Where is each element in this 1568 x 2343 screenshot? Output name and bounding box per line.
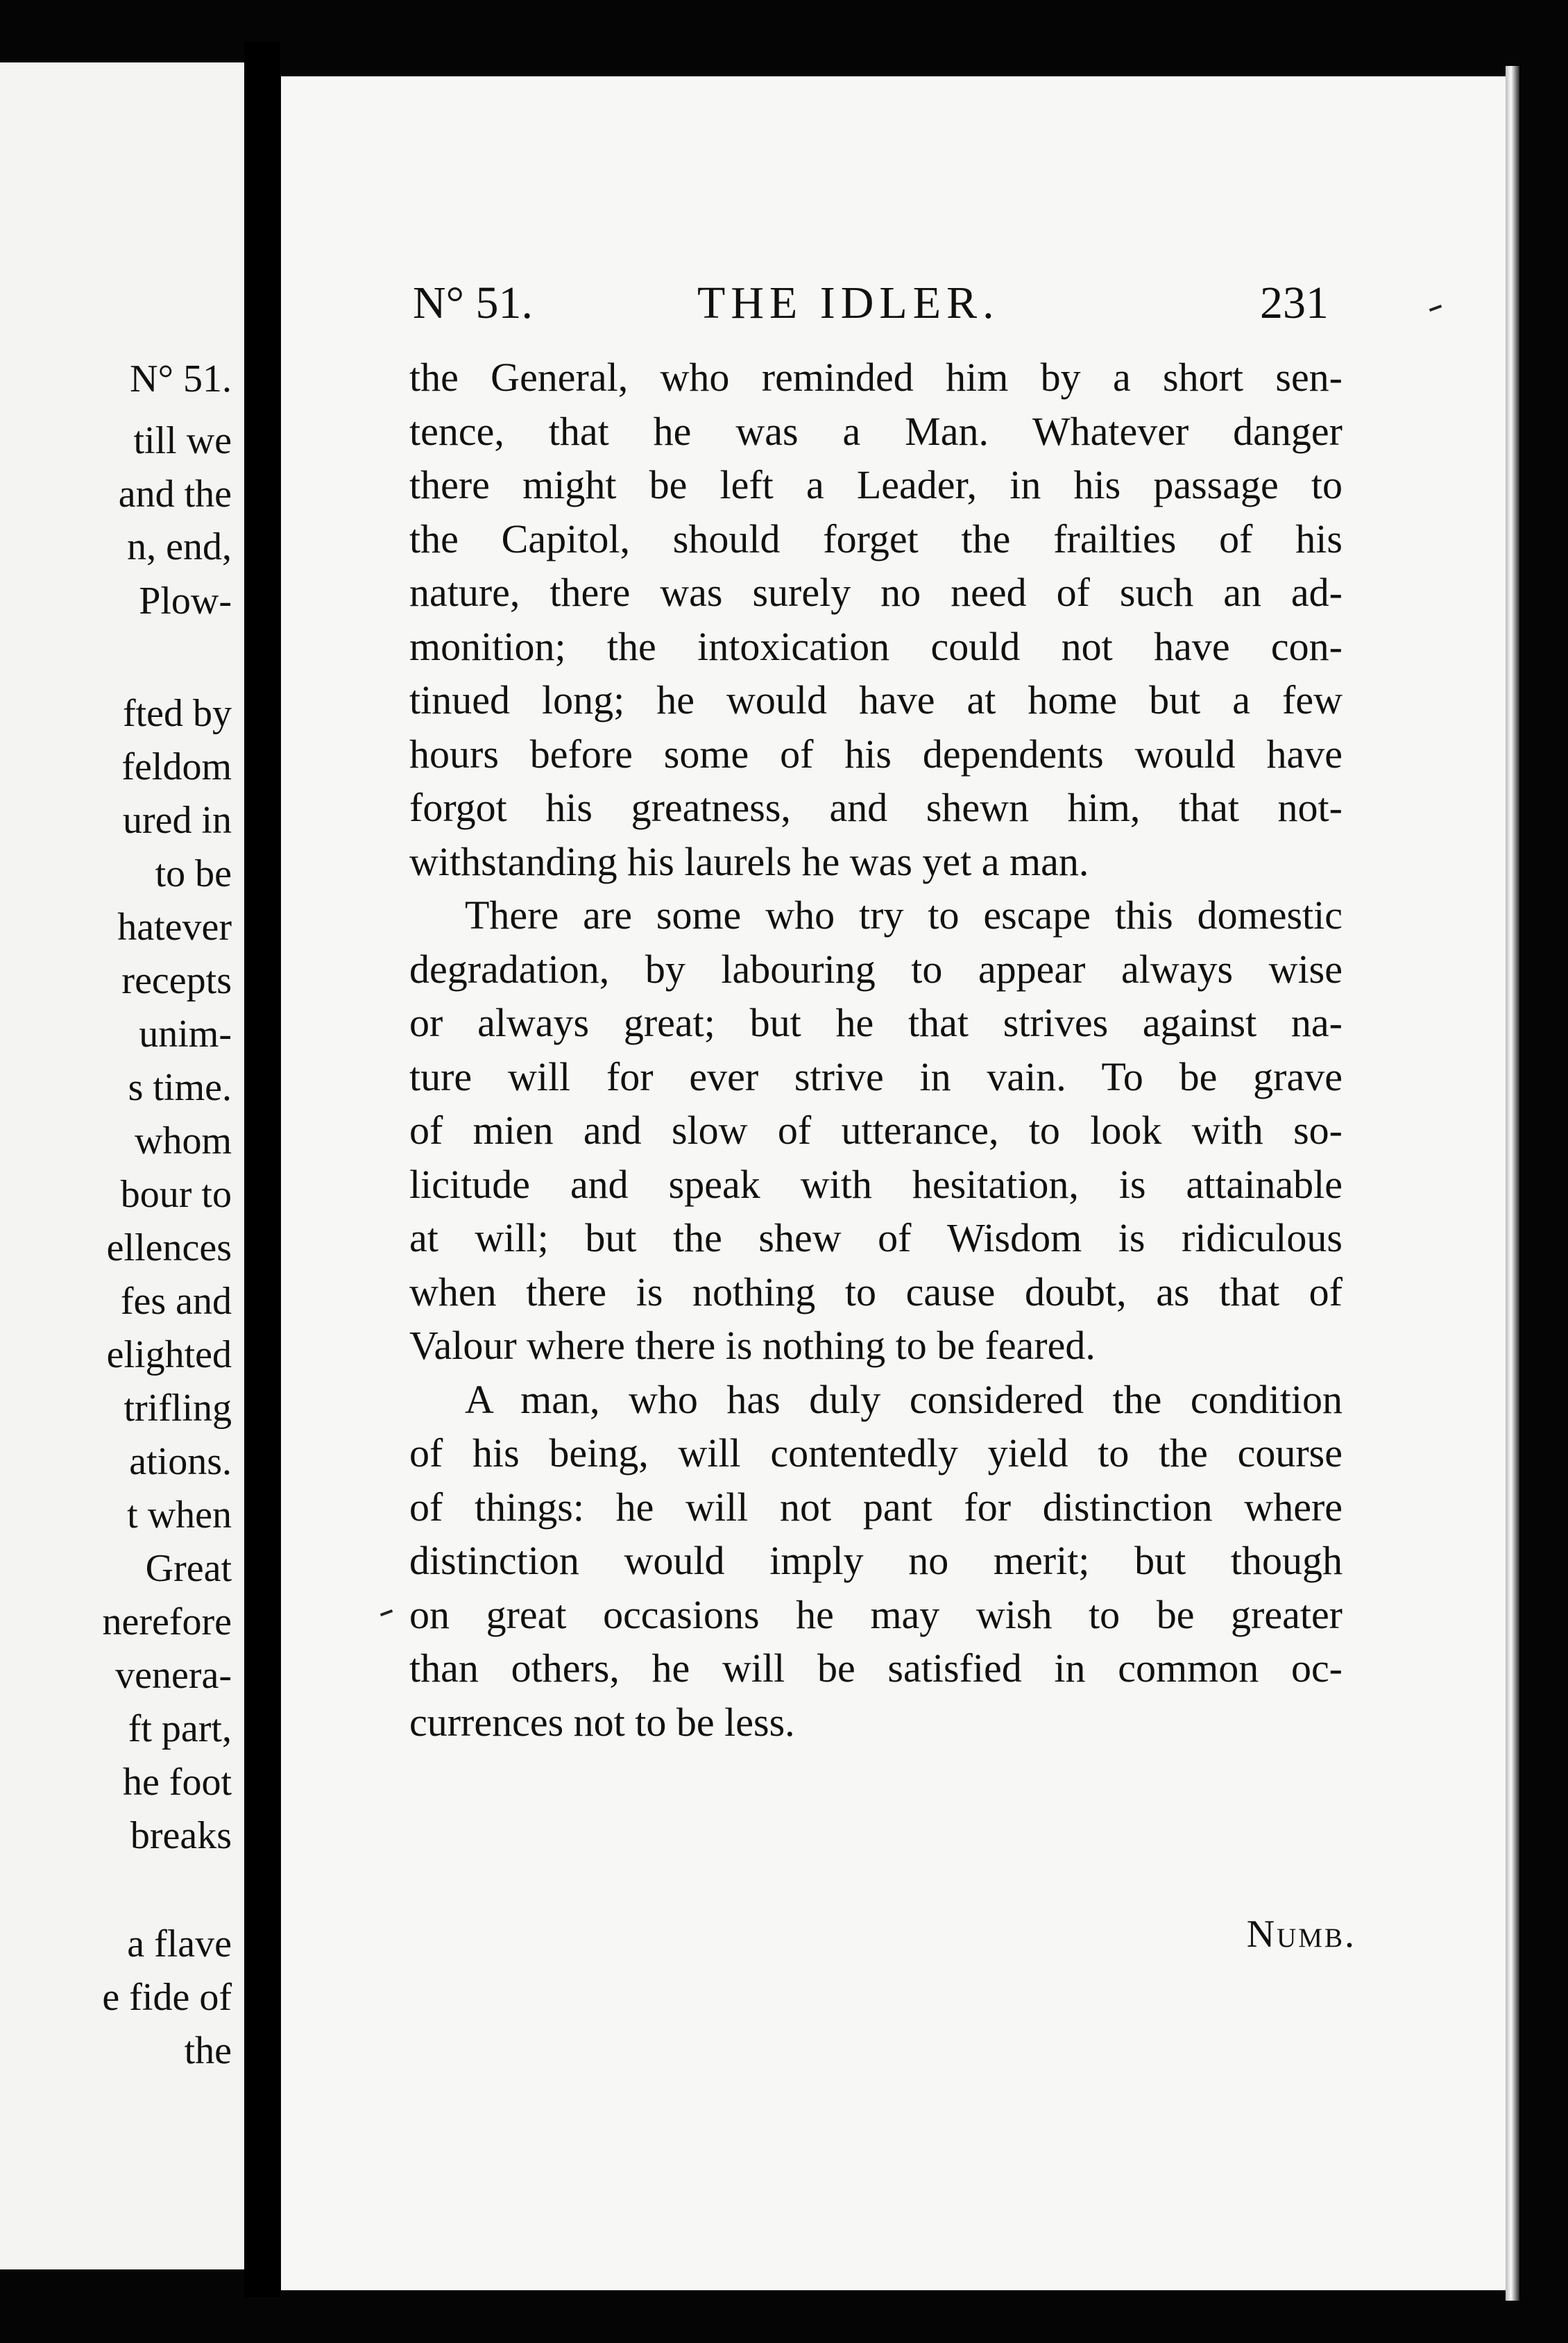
- paragraph-first-line: A man, who has duly considered the condition: [465, 1376, 1343, 1422]
- body-text: [409, 350, 1343, 1749]
- left-page-line: feldom: [121, 745, 232, 788]
- text-line: hours before some of his dependents would have: [409, 731, 1343, 777]
- text-line: the General, who reminded him by a short sen-: [409, 355, 1343, 400]
- left-page-line: ellences: [106, 1226, 232, 1269]
- left-page-line: Great: [145, 1547, 232, 1590]
- left-page-line: whom: [135, 1119, 232, 1162]
- left-page-line: N° 51.: [130, 357, 232, 400]
- catchword: Numb.: [1246, 1913, 1356, 1956]
- text-line: tence, that he was a Man. Whatever danger: [409, 408, 1343, 454]
- left-page-line: elighted: [106, 1333, 232, 1376]
- text-line: of his being, will contentedly yield to the course: [409, 1430, 1343, 1475]
- text-line: there might be left a Leader, in his passage to: [409, 462, 1343, 507]
- text-line: Valour where there is nothing to be feared.: [409, 1323, 1096, 1368]
- left-page-line: t when: [127, 1494, 232, 1537]
- left-page-line: a flave: [127, 1922, 232, 1965]
- book-gutter: [244, 42, 280, 2297]
- text-line: ture will for ever strive in vain. To be grave: [409, 1054, 1343, 1099]
- left-page-line: the: [184, 2029, 232, 2072]
- text-line: on great occasions he may wish to be greater: [409, 1591, 1343, 1637]
- left-page-line: unim-: [139, 1013, 232, 1056]
- left-page-line: hatever: [117, 906, 232, 949]
- left-page-line: nerefore: [102, 1600, 232, 1643]
- left-page-line: bour to: [120, 1173, 232, 1216]
- text-line: than others, he will be satisfied in common oc-: [409, 1646, 1343, 1691]
- text-line: distinction would imply no merit; but though: [409, 1538, 1343, 1583]
- left-page-line: ft part,: [128, 1707, 232, 1750]
- text-line: monition; the intoxication could not have con-: [409, 623, 1343, 669]
- text-line: nature, there was surely no need of such an ad-: [409, 570, 1343, 615]
- left-page-line: fes and: [120, 1280, 232, 1323]
- text-line: of mien and slow of utterance, to look with so-: [409, 1108, 1343, 1153]
- left-page-line: recepts: [121, 959, 232, 1002]
- essay-number: N° 51.: [413, 278, 534, 328]
- page-number: 231: [1260, 278, 1329, 328]
- text-line: degradation, by labouring to appear always wise: [409, 946, 1343, 992]
- left-page-line: ations.: [129, 1440, 232, 1483]
- left-page-line: breaks: [130, 1814, 232, 1857]
- left-page-line: fted by: [122, 692, 232, 735]
- left-page-line: till we: [133, 419, 232, 462]
- left-page-line: venera-: [115, 1654, 232, 1697]
- text-line: at will; but the shew of Wisdom is ridiculous: [409, 1215, 1343, 1260]
- text-line: forgot his greatness, and shewn him, that not-: [409, 785, 1343, 830]
- text-line: withstanding his laurels he was yet a man.: [409, 838, 1089, 884]
- left-page-line: he foot: [122, 1761, 232, 1804]
- left-page-line: Plow-: [139, 580, 232, 623]
- left-page-line: s time.: [128, 1066, 232, 1109]
- text-line: licitude and speak with hesitation, is attainable: [409, 1161, 1343, 1207]
- left-page-line: to be: [155, 852, 232, 895]
- paragraph-first-line: There are some who try to escape this domestic: [465, 893, 1343, 938]
- page-edge: [1506, 66, 1519, 2301]
- left-page-line: e fide of: [102, 1976, 232, 2019]
- left-page-line: n, end,: [127, 525, 232, 568]
- running-header: [413, 272, 1329, 335]
- text-line: or always great; but he that strives against na-: [409, 1000, 1343, 1045]
- running-title: THE IDLER.: [697, 278, 1000, 328]
- left-page-line: trifling: [123, 1387, 232, 1430]
- left-facing-page: [0, 62, 244, 2269]
- text-line: currences not to be less.: [409, 1699, 795, 1745]
- text-line: the Capitol, should forget the frailties of his: [409, 516, 1343, 561]
- left-page-line: ured in: [122, 799, 232, 842]
- left-page-line: and the: [118, 473, 232, 516]
- text-line: tinued long; he would have at home but a few: [409, 677, 1343, 722]
- text-line: when there is nothing to cause doubt, as that of: [409, 1269, 1343, 1314]
- text-line: of things: he will not pant for distinction where: [409, 1484, 1343, 1530]
